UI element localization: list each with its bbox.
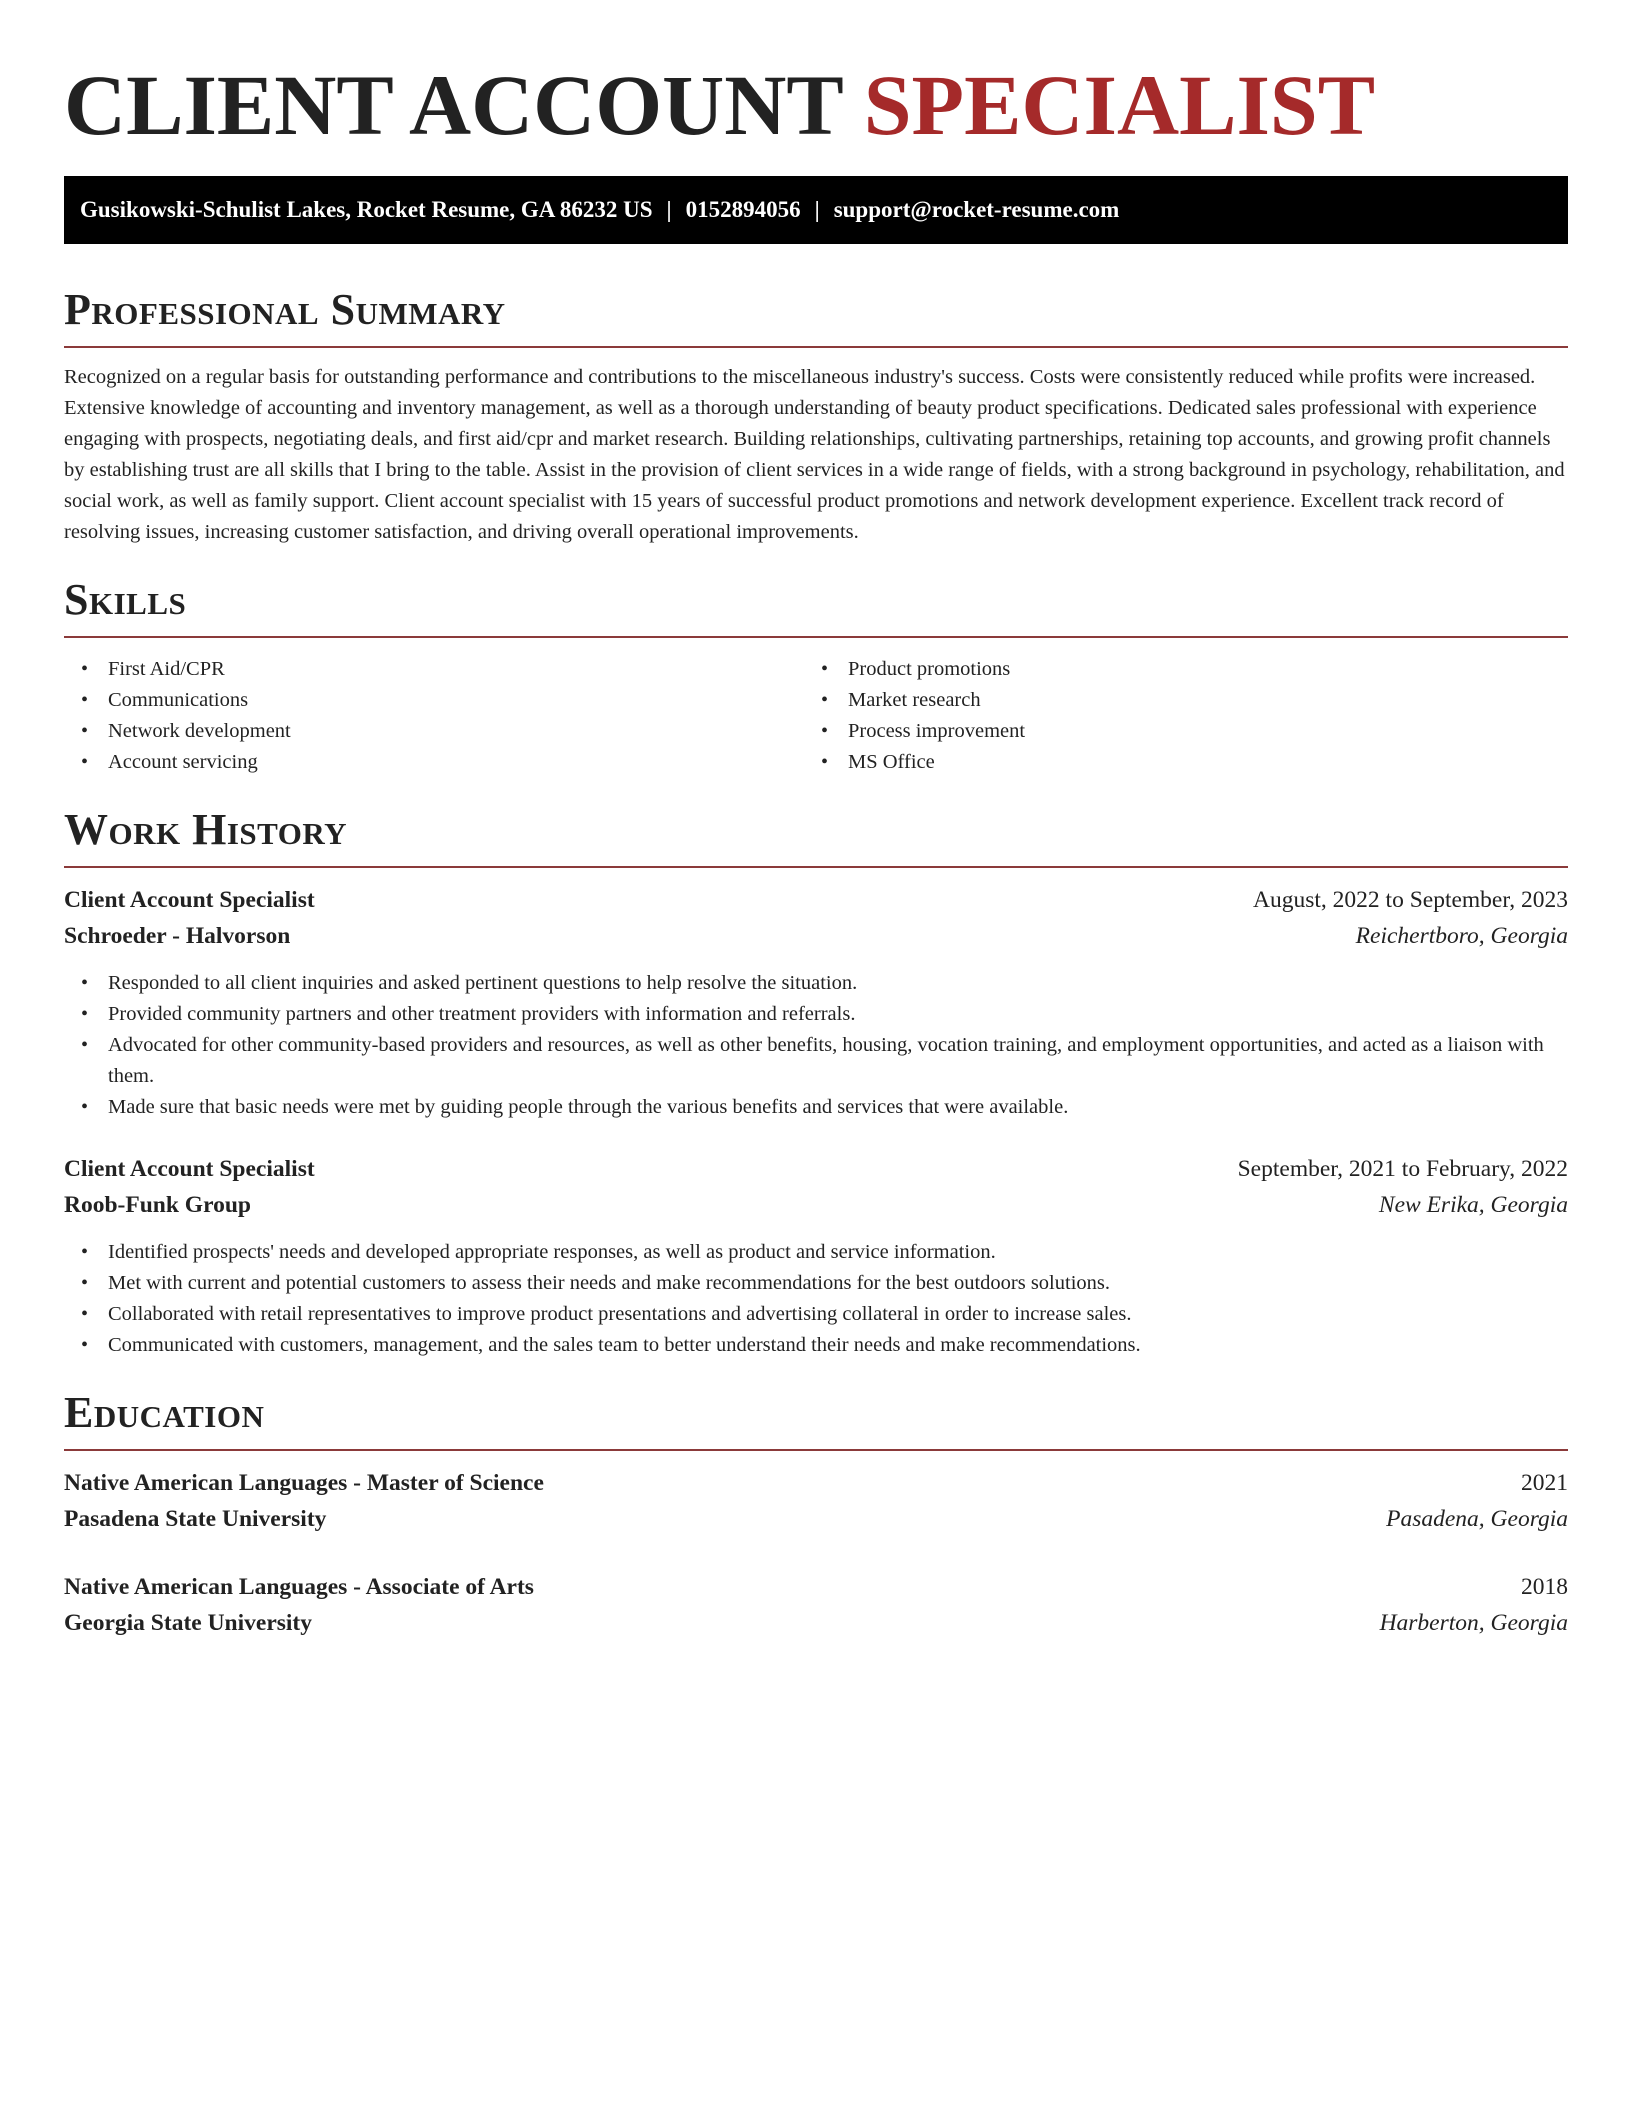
work-history-heading: Work History: [64, 805, 348, 854]
contact-bar: [64, 176, 1568, 244]
skill-item: • Network development: [108, 716, 804, 747]
job-bullet: • Collaborated with retail representatives to improve product presentations and advertising collateral in order to increase sales.: [108, 1299, 1568, 1330]
skills-heading: Skills: [64, 575, 187, 624]
summary-text: Recognized on a regular basis for outstanding performance and contributions to the miscellaneous industry's success. Costs were consistently reduced while profits were increased. Extensive knowledge of accounting and inventory management, as well as a thorough understanding of beauty product specifications. Dedicated sales professional with experience engaging with prospects, negotiating deals, and first aid/cpr and market research. Building relationships, cultivating partnerships, retaining top accounts, and growing profit channels by establishing trust are all skills that I bring to the table. Assist in the provision of client services in a wide range of fields, with a strong background in psychology, rehabilitation, and social work, as well as family support. Client account specialist with 15 years of successful product promotions and network development experience. Excellent track record of resolving issues, increasing customer satisfaction, and driving overall operational improvements.: [64, 366, 1565, 543]
job-company: Schroeder - Halvorson: [64, 923, 291, 949]
resume-page: [64, 0, 1568, 1641]
skill-item: • Market research: [848, 685, 1544, 716]
skill-item: • MS Office: [848, 747, 1544, 778]
skill-item: • Account servicing: [108, 747, 804, 778]
job-bullet: • Responded to all client inquiries and asked pertinent questions to help resolve the situation.: [108, 968, 1568, 999]
job-bullet: • Identified prospects' needs and developed appropriate responses, as well as product and service information.: [108, 1237, 1568, 1268]
job-title: Client Account Specialist: [64, 1156, 315, 1182]
title-main: CLIENT ACCOUNT: [64, 57, 843, 153]
section-divider: [64, 636, 1568, 638]
skill-item: • Product promotions: [848, 654, 1544, 685]
skill-item: • Process improvement: [848, 716, 1544, 747]
job-location: Reichertboro, Georgia: [1355, 923, 1568, 949]
skill-item: • First Aid/CPR: [108, 654, 804, 685]
job-entry: [64, 1151, 1568, 1361]
contact-separator: |: [666, 197, 672, 222]
job-bullet: • Advocated for other community-based providers and resources, as well as other benefits, housing, vocation training, and employment opportunities, and acted as a liaison with them.: [108, 1030, 1568, 1092]
job-bullet: • Made sure that basic needs were met by guiding people through the various benefits and services that were available.: [108, 1092, 1568, 1123]
resume-title: [64, 0, 1568, 155]
section-divider: [64, 866, 1568, 868]
job-bullet: • Provided community partners and other treatment providers with information and referrals.: [108, 999, 1568, 1030]
summary-section: [64, 282, 1568, 548]
education-year: 2021: [1521, 1470, 1568, 1496]
job-dates: September, 2021 to February, 2022: [1237, 1156, 1568, 1182]
education-location: Pasadena, Georgia: [1386, 1506, 1568, 1532]
job-bullet: • Met with current and potential customers to assess their needs and make recommendations for the best outdoors solutions.: [108, 1268, 1568, 1299]
education-location: Harberton, Georgia: [1379, 1610, 1568, 1636]
education-entry: [64, 1569, 1568, 1641]
contact-email: support@rocket-resume.com: [833, 197, 1120, 222]
job-bullet: • Communicated with customers, management, and the sales team to better understand their needs and make recommendations.: [108, 1330, 1568, 1361]
education-section: [64, 1385, 1568, 1641]
education-degree: Native American Languages - Associate of Arts: [64, 1574, 534, 1600]
job-title: Client Account Specialist: [64, 887, 315, 913]
section-divider: [64, 1449, 1568, 1451]
job-location: New Erika, Georgia: [1378, 1192, 1568, 1218]
skills-list: [64, 654, 1568, 778]
work-history-section: [64, 802, 1568, 1361]
skill-item: • Communications: [108, 685, 804, 716]
skills-column-left: [64, 654, 804, 778]
skills-section: [64, 572, 1568, 778]
job-company: Roob-Funk Group: [64, 1192, 251, 1218]
job-bullets: [64, 1237, 1568, 1361]
education-school: Georgia State University: [64, 1610, 313, 1636]
education-degree: Native American Languages - Master of Science: [64, 1470, 544, 1496]
skills-column-right: [804, 654, 1544, 778]
contact-address: Gusikowski-Schulist Lakes, Rocket Resume, GA 86232 US: [80, 197, 653, 222]
job-entry: [64, 882, 1568, 1123]
contact-separator: |: [814, 197, 820, 222]
job-bullets: [64, 968, 1568, 1123]
education-entry: [64, 1465, 1568, 1537]
contact-phone: 0152894056: [685, 197, 801, 222]
summary-heading: Professional Summary: [64, 285, 506, 334]
education-school: Pasadena State University: [64, 1506, 327, 1532]
education-heading: Education: [64, 1388, 265, 1437]
education-year: 2018: [1521, 1574, 1568, 1600]
title-accent: SPECIALIST: [863, 57, 1376, 153]
section-divider: [64, 346, 1568, 348]
job-dates: August, 2022 to September, 2023: [1253, 887, 1568, 913]
